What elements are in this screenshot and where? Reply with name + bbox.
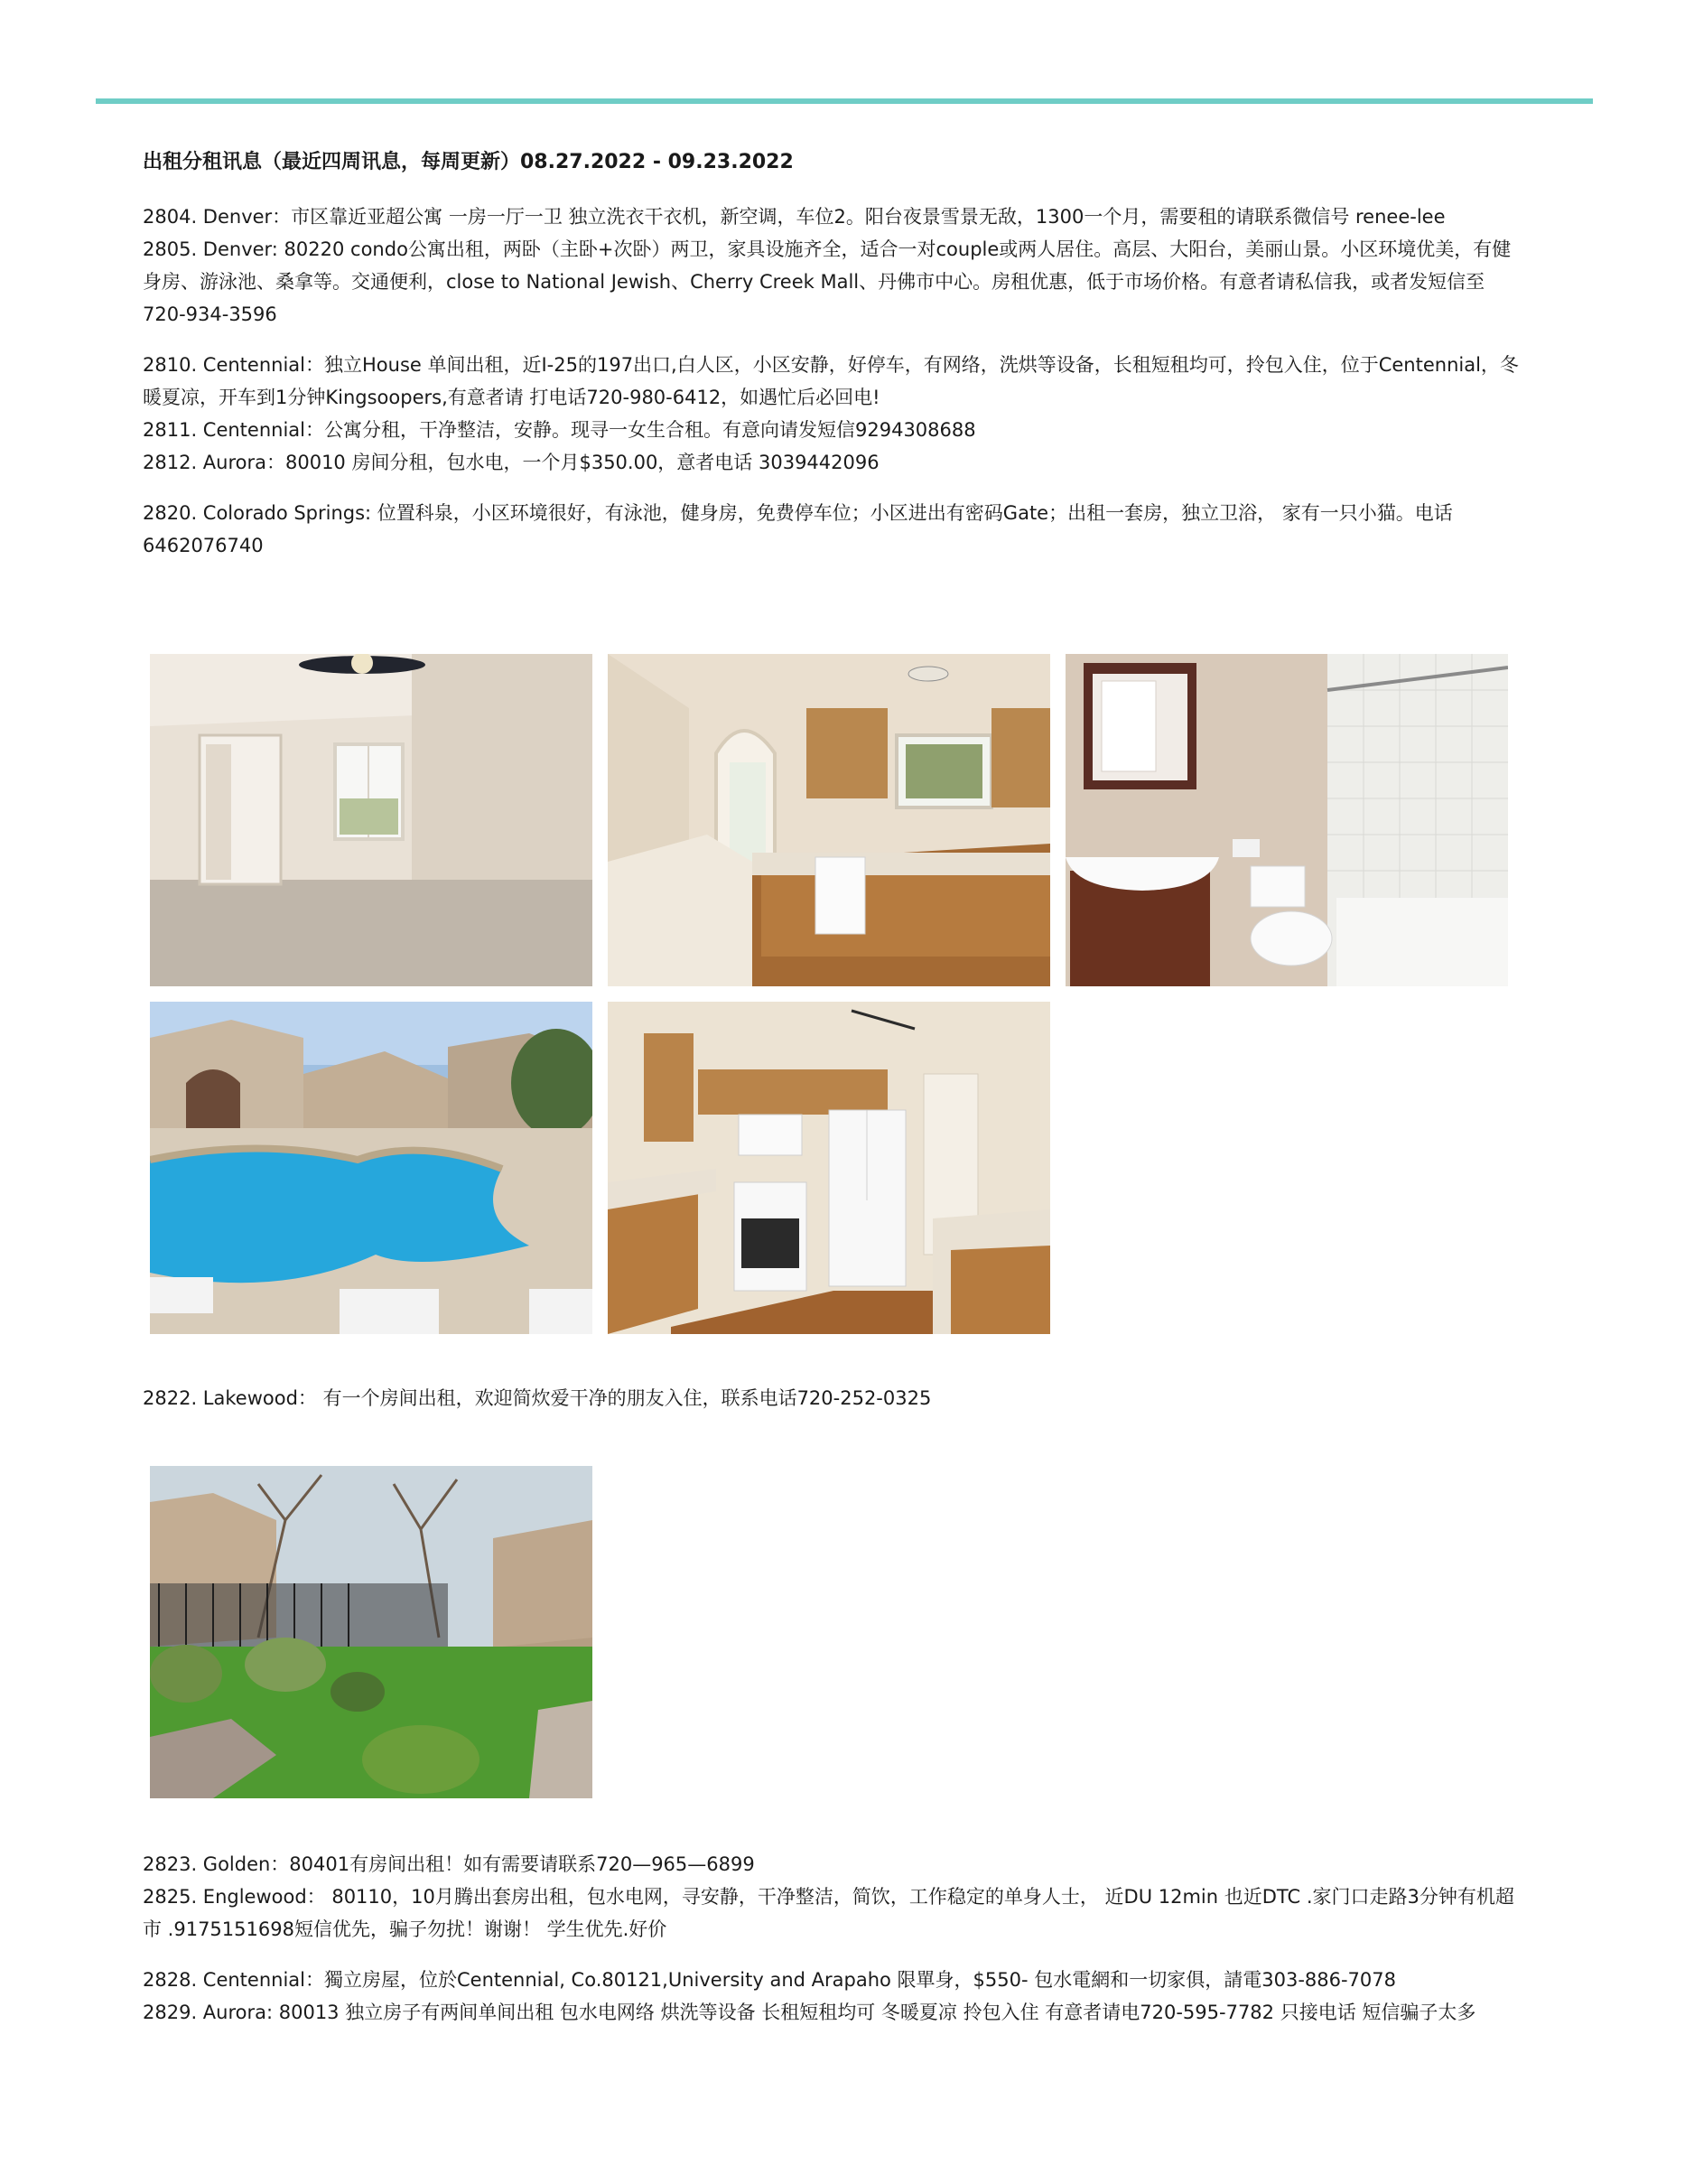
listing-group-5	[143, 1964, 1519, 2029]
listing-group-2	[143, 349, 1519, 479]
listing-group-1	[143, 201, 1519, 331]
listing-2822	[143, 1382, 1519, 1414]
listing-group-4	[143, 1848, 1519, 1946]
kitchen-photo	[608, 654, 1050, 986]
page-heading: 出租分租讯息（最近四周讯息，每周更新）08.27.2022 - 09.23.2022	[143, 151, 794, 173]
top-divider-rule	[96, 98, 1593, 104]
listing-2822-text: 2822. Lakewood： 有一个房间出租，欢迎简炊爱干净的朋友入住，联系电话720-252-0325	[143, 1387, 932, 1409]
listing-2820: 2820. Colorado Springs: 位置科泉，小区环境很好，有泳池，健身房，免费停车位；小区进出有密码Gate；出租一套房，独立卫浴， 家有一只小猫。电话6462076740	[143, 502, 1453, 556]
listing-2805: 2805. Denver: 80220 condo公寓出租，两卧（主卧+次卧）两卫，家具设施齐全，适合一对couple或两人居住。高层、大阳台，美丽山景。小区环境优美，有健身房、游泳池、桑拿等。交通便利，close to National Jewish、Cherry Creek Mall、丹佛市中心。房租优惠，低于市场价格。有意者请私信我，或者发短信至 720-934-3596	[143, 238, 1512, 325]
listings-bottom-section	[143, 1848, 1519, 2047]
kitchen-appliances-photo	[608, 1002, 1050, 1334]
bedroom-photo	[150, 654, 592, 986]
listing-2823: 2823. Golden：80401有房间出租！如有需要请联系720—965—6899	[143, 1853, 755, 1875]
listing-group-3	[143, 497, 1519, 562]
listing-2825: 2825. Englewood： 80110，10月腾出套房出租，包水电网，寻安静，干净整洁，简饮，工作稳定的单身人士， 近DU 12min 也近DTC .家门口走路3分钟有机超市 .9175151698短信优先，骗子勿扰！谢谢！ 学生优先.好价	[143, 1886, 1514, 1940]
bathroom-photo	[1066, 654, 1508, 986]
listing-2829: 2829. Aurora: 80013 独立房子有两间单间出租 包水电网络 烘洗等设备 长租短租均可 冬暖夏凉 拎包入住 有意者请电720-595-7782 只接电话 短信骗子太多	[143, 2002, 1476, 2023]
listing-2810: 2810. Centennial：独立House 单间出租，近I-25的197出口,白人区，小区安静，好停车，有网络，洗烘等设备，长租短租均可，拎包入住，位于Centennial，冬暖夏凉，开车到1分钟Kingsoopers,有意者请 打电话720-980-6412，如遇忙后必回电!	[143, 354, 1519, 408]
listing-2828: 2828. Centennial：獨立房屋，位於Centennial, Co.80121,University and Arapaho 限單身，$550- 包水電網和一切家俱，請電303-886-7078	[143, 1969, 1396, 1991]
garden-lawn-photo	[150, 1466, 592, 1798]
listing-2811: 2811. Centennial：公寓分租，干净整洁，安静。现寻一女生合租。有意向请发短信9294308688	[143, 419, 976, 441]
listing-2804: 2804. Denver：市区靠近亚超公寓 一房一厅一卫 独立洗衣干衣机，新空调，车位2。阳台夜景雪景无敌，1300一个月，需要租的请联系微信号 renee-lee	[143, 206, 1446, 228]
listings-top-section	[143, 145, 1519, 580]
listing-2812: 2812. Aurora：80010 房间分租，包水电，一个月$350.00，意者电话 3039442096	[143, 452, 880, 473]
pool-photo	[150, 1002, 592, 1334]
